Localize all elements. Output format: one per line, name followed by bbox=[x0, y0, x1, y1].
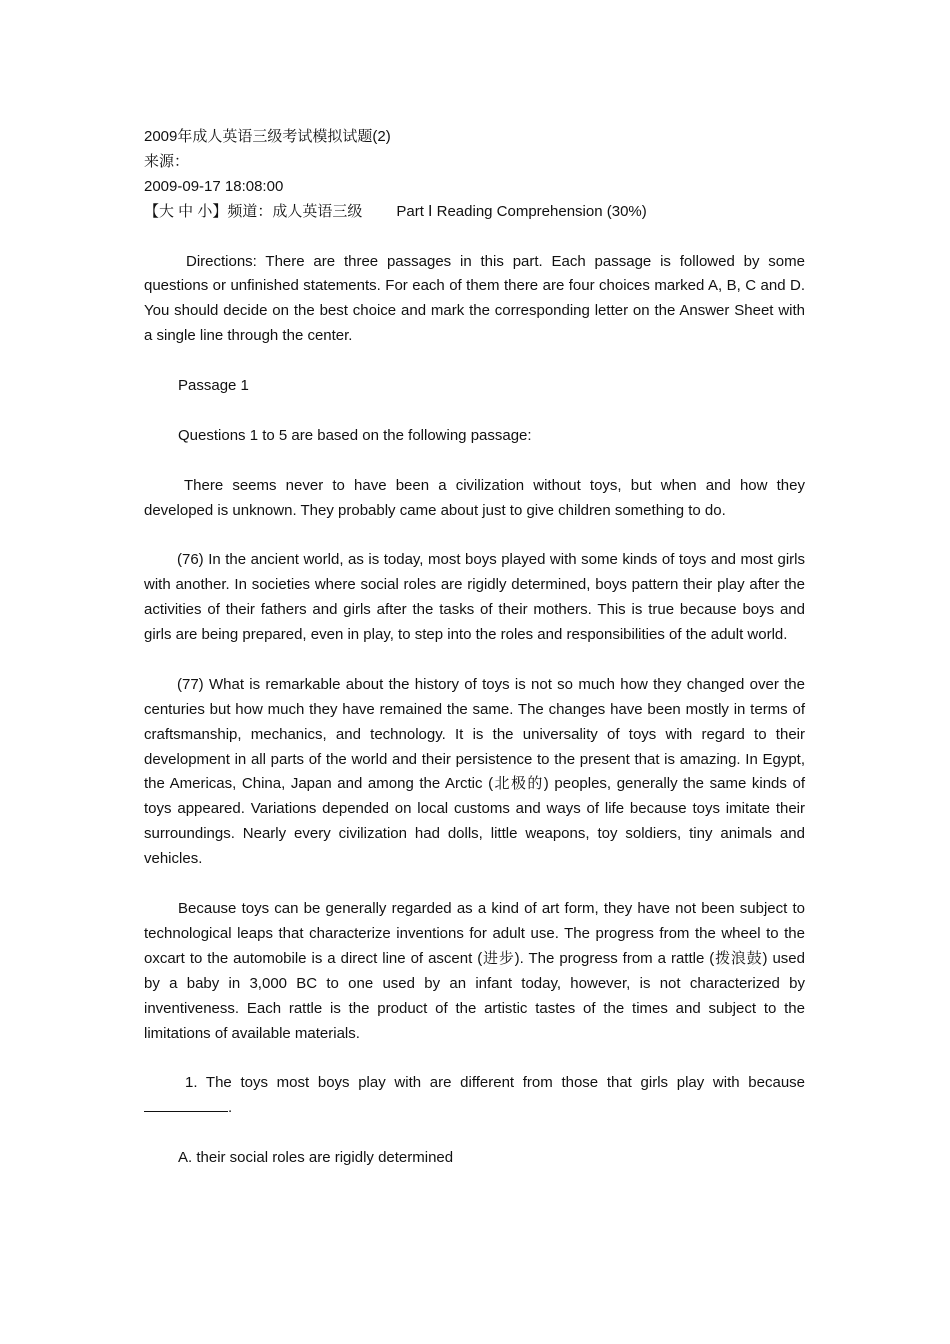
part-heading: Part Ⅰ Reading Comprehension (30%) bbox=[396, 202, 647, 220]
passage-paragraph-4: Because toys can be generally regarded as a kind of art form, they have not been subject to technological leaps that characterize inventions for adult use. The progress from the wheel to the oxcart to the automobile is a direct line of ascent (进步). The progress from a rattle (拨浪鼓) used by a baby in 3,000 BC to one used by an infant today, however, is not characterized by inventiveness. Each rattle is the product of the artistic tastes of the times and subject to the limitations of available materials. bbox=[144, 899, 805, 1042]
questions-intro: Questions 1 to 5 are based on the following passage: bbox=[178, 426, 532, 444]
question-1 bbox=[144, 1071, 805, 1121]
passage-label: Passage 1 bbox=[178, 377, 249, 395]
publish-datetime: 2009-09-17 18:08:00 bbox=[144, 177, 284, 195]
document-page bbox=[144, 125, 805, 1171]
document-title: 2009年成人英语三级考试模拟试题(2) bbox=[144, 128, 391, 145]
question-1-stem: 1. The toys most boys play with are different from those that girls play with because bbox=[185, 1074, 805, 1092]
channel-label: 频道：成人英语三级 bbox=[227, 202, 363, 220]
directions-paragraph: Directions: There are three passages in this part. Each passage is followed by some questions or unfinished statements. For each of them there are four choices marked A, B, C and D. You should decide on the best choice and mark the corresponding letter on the Answer Sheet with a single line through the center. bbox=[144, 252, 805, 345]
meta-line bbox=[144, 200, 805, 225]
question-1-end: . bbox=[228, 1099, 233, 1117]
passage-paragraph-1: There seems never to have been a civilization without toys, but when and how they developed is unknown. They probably came about just to give children something to do. bbox=[144, 476, 805, 519]
passage-paragraph-3: (77) What is remarkable about the history of toys is not so much how they changed over the centuries but how much they have remained the same. The changes have been mostly in terms of craftsmanship, mechanics, and technology. It is the universality of toys with regard to their development in all parts of the world and their persistence to the present that is amazing. In Egypt, the Americas, China, Japan and among the Arctic (北极的) peoples, generally the same kinds of toys appeared. Variations depended on local customs and ways of life because toys imitate their surroundings. Nearly every civilization had dolls, little weapons, toy soldiers, tiny animals and vehicles. bbox=[144, 675, 805, 868]
passage-paragraph-2: (76) In the ancient world, as is today, most boys played with some kinds of toys and most girls with another. In societies where social roles are rigidly determined, boys pattern their play after the activities of their fathers and girls after the tasks of their mothers. This is true because boys and girls are being prepared, even in play, to step into the roles and responsibilities of the adult world. bbox=[144, 551, 805, 644]
source-label: 来源： bbox=[144, 152, 190, 170]
answer-blank bbox=[144, 1097, 228, 1112]
question-1-option-a: A. their social roles are rigidly determined bbox=[178, 1149, 454, 1167]
font-size-selector[interactable]: 【大 中 小】 bbox=[144, 202, 228, 220]
